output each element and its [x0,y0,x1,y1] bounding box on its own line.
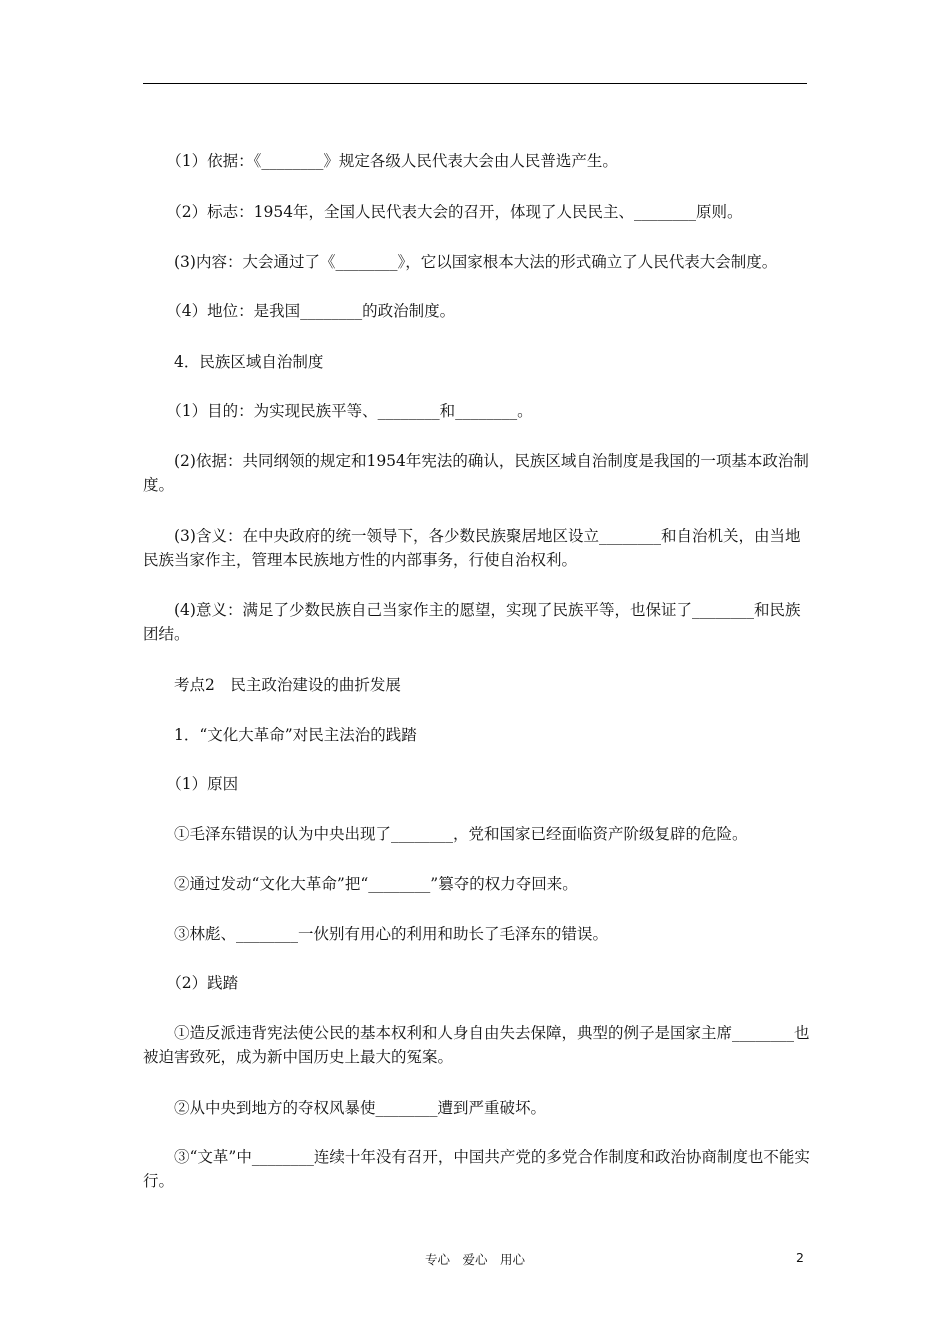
text-line: （4）地位：是我国________的政治制度。 [143,302,456,320]
text-line: (3)内容：大会通过了《________》，它以国家根本大法的形式确立了人民代表大会制度。 [143,253,778,271]
text-line: ③林彪、________一伙别有用心的利用和助长了毛泽东的错误。 [143,925,609,943]
text-line: （1）依据：《________》规定各级人民代表大会由人民普选产生。 [143,152,618,170]
text-paragraph: ①造反派违背宪法使公民的基本权利和人身自由失去保障，典型的例子是国家主席________也被迫害致死，成为新中国历史上最大的冤案。 [143,1024,810,1066]
text-paragraph: (4)意义：满足了少数民族自己当家作主的愿望，实现了民族平等，也保证了________和民族团结。 [143,601,801,643]
page-number: 2 [796,1250,804,1265]
footer-motto: 专心 爱心 用心 [424,1252,525,1267]
subsection-heading: （2）践踏 [143,974,239,992]
text-line: （2）标志：1954年，全国人民代表大会的召开，体现了人民民主、________原则。 [143,203,743,221]
text-paragraph: ③“文革”中________连续十年没有召开，中国共产党的多党合作制度和政治协商制度也不能实行。 [143,1148,810,1190]
text-paragraph: (3)含义：在中央政府的统一领导下，各少数民族聚居地区设立________和自治机关，由当地民族当家作主，管理本民族地方性的内部事务，行使自治权利。 [143,527,801,569]
text-paragraph: (2)依据：共同纲领的规定和1954年宪法的确认，民族区域自治制度是我国的一项基本政治制度。 [143,452,809,494]
text-line: ②通过发动“文化大革命”把“________”篡夺的权力夺回来。 [143,875,578,893]
section-heading: 考点2 民主政治建设的曲折发展 [143,676,401,694]
text-line: （1）目的：为实现民族平等、________和________。 [143,402,533,420]
text-line: ②从中央到地方的夺权风暴使________遭到严重破坏。 [143,1099,547,1117]
text-line: ①毛泽东错误的认为中央出现了________，党和国家已经面临资产阶级复辟的危险。 [143,825,748,843]
section-heading: 1．“文化大革命”对民主法治的践踏 [143,726,417,744]
subsection-heading: （1）原因 [143,775,239,793]
header-rule [143,83,807,84]
section-heading: 4．民族区域自治制度 [143,353,324,371]
